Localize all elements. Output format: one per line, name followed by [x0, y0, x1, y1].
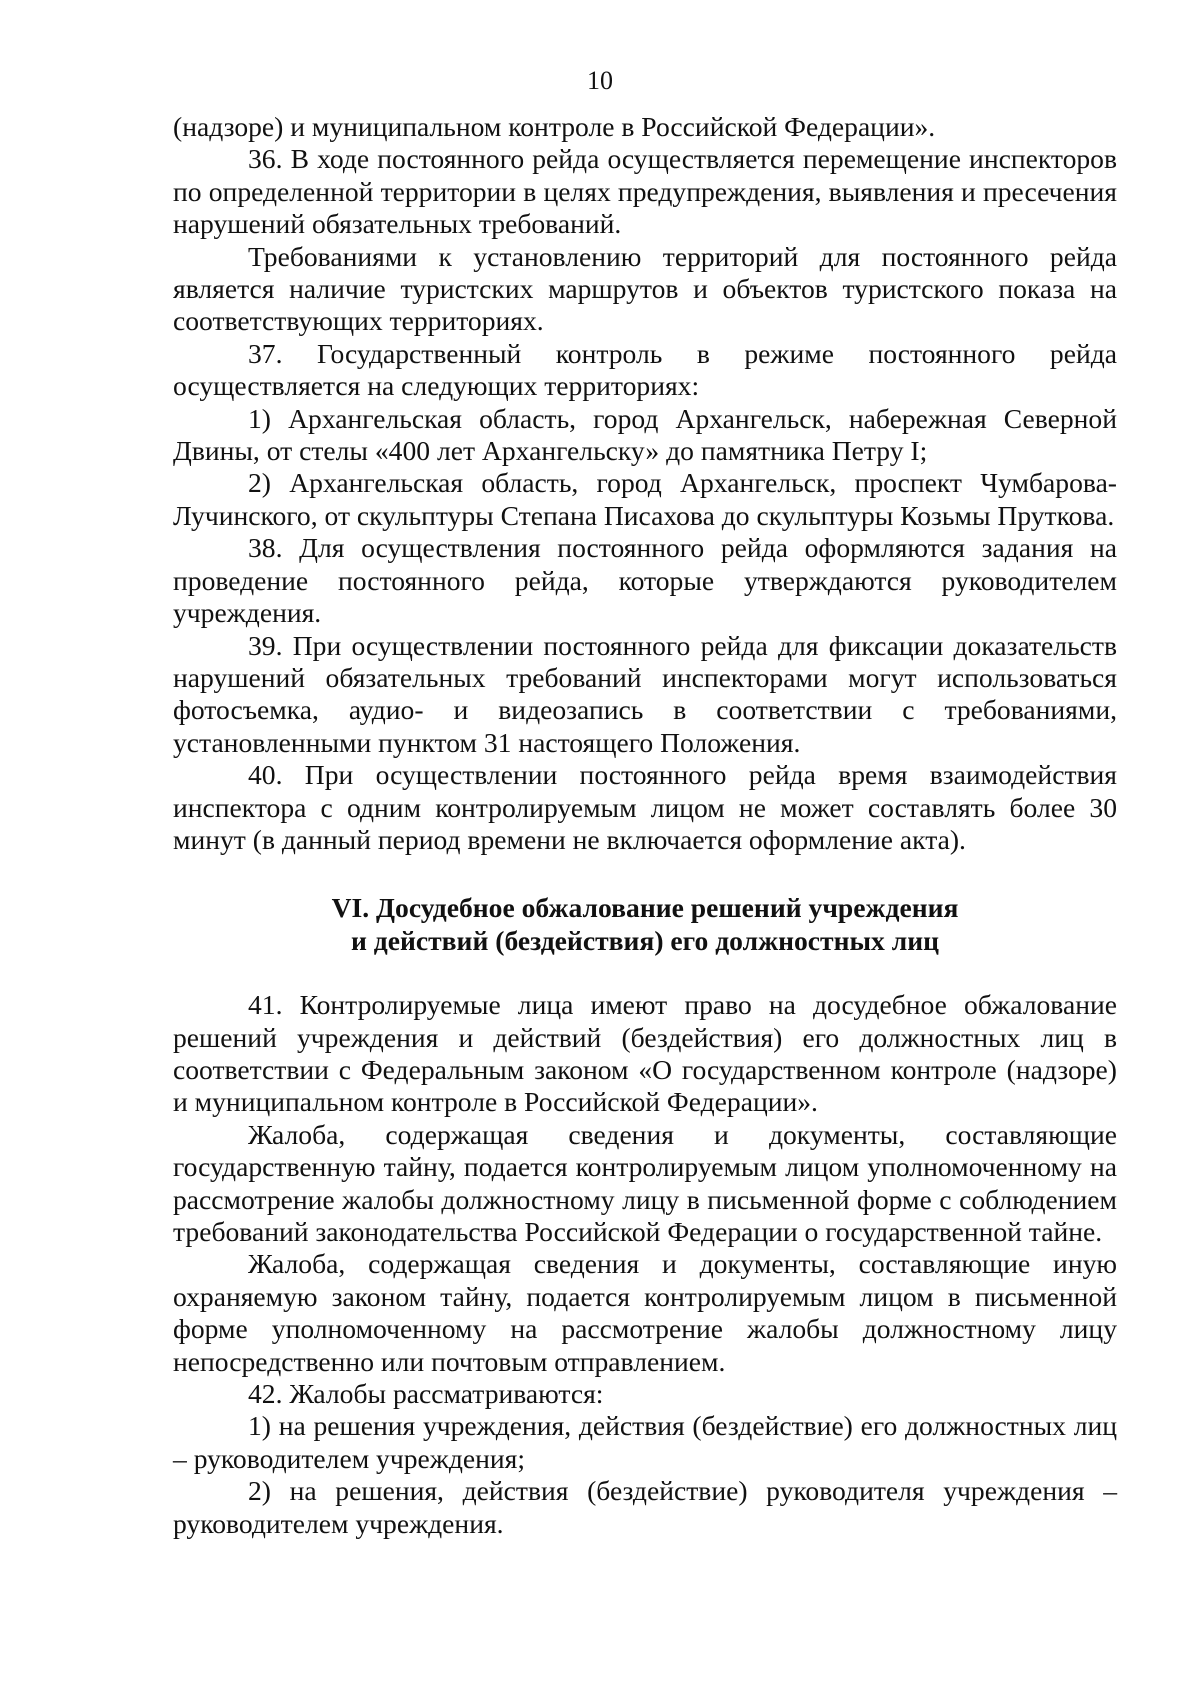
paragraph-item-42: 42. Жалобы рассматриваются: — [248, 1378, 604, 1410]
list-item: 2) Архангельская область, город Архангельск, проспект Чумбарова-Лучинского, от скульптуры Степана Писахова до скульптуры Козьмы Пруткова. — [173, 467, 1117, 531]
paragraphs-after-heading — [173, 989, 1117, 1540]
paragraph-item-36: 36. В ходе постоянного рейда осуществляется перемещение инспекторов по определенной территории в целях предупреждения, выявления и пресечения нарушений обязательных требований. — [173, 143, 1117, 240]
list-item: 1) на решения учреждения, действия (бездействие) его должностных лиц – руководителем учреждения; — [173, 1410, 1117, 1474]
document-body — [173, 111, 1117, 1540]
page-number: 10 — [587, 66, 613, 95]
paragraph: (надзоре) и муниципальном контроле в Российской Федерации». — [173, 111, 936, 142]
section-heading — [173, 892, 1117, 957]
paragraph-item-41: 41. Контролируемые лица имеют право на досудебное обжалование решений учреждения и действий (бездействия) его должностных лиц в соответствии с Федеральным законом «О государственном контроле (надзоре) и муниципальном контроле в Российской Федерации». — [173, 989, 1117, 1118]
paragraph-item-38: 38. Для осуществления постоянного рейда оформляются задания на проведение постоянного рейда, которые утверждаются руководителем учреждения. — [173, 532, 1117, 629]
list-item: 1) Архангельская область, город Архангельск, набережная Северной Двины, от стелы «400 лет Архангельску» до памятника Петру I; — [173, 402, 1117, 467]
section-heading-line: VI. Досудебное обжалование решений учреждения — [331, 892, 959, 924]
paragraph: Жалоба, содержащая сведения и документы, составляющие иную охраняемую законом тайну, подается контролируемым лицом в письменной форме уполномоченному на рассмотрение жалобы должностному лицу непосредственно или почтовым отправлением. — [173, 1248, 1117, 1377]
section-heading-line: и действий (бездействия) его должностных лиц — [350, 924, 940, 956]
paragraph: Требованиями к установлению территорий для постоянного рейда является наличие туристских маршрутов и объектов туристского показа на соответствующих территориях. — [173, 240, 1117, 337]
list-item: 2) на решения, действия (бездействие) руководителя учреждения – руководителем учреждения. — [173, 1475, 1117, 1539]
paragraphs-before-heading — [173, 111, 1117, 856]
paragraph: Жалоба, содержащая сведения и документы, составляющие государственную тайну, подается контролируемым лицом уполномоченному на рассмотрение жалобы должностному лицу в письменной форме с соблюдением требований законодательства Российской Федерации о государственной тайне. — [173, 1118, 1117, 1247]
paragraph-item-40: 40. При осуществлении постоянного рейда время взаимодействия инспектора с одним контролируемым лицом не может составлять более 30 минут (в данный период времени не включается оформление акта). — [173, 759, 1117, 855]
paragraph-item-39: 39. При осуществлении постоянного рейда для фиксации доказательств нарушений обязательных требований инспекторами могут использоваться фотосъемка, аудио- и видеозапись в соответствии с требованиями, установленными пунктом 31 настоящего Положения. — [173, 629, 1117, 758]
paragraph-item-37: 37. Государственный контроль в режиме постоянного рейда осуществляется на следующих территориях: — [173, 337, 1117, 402]
